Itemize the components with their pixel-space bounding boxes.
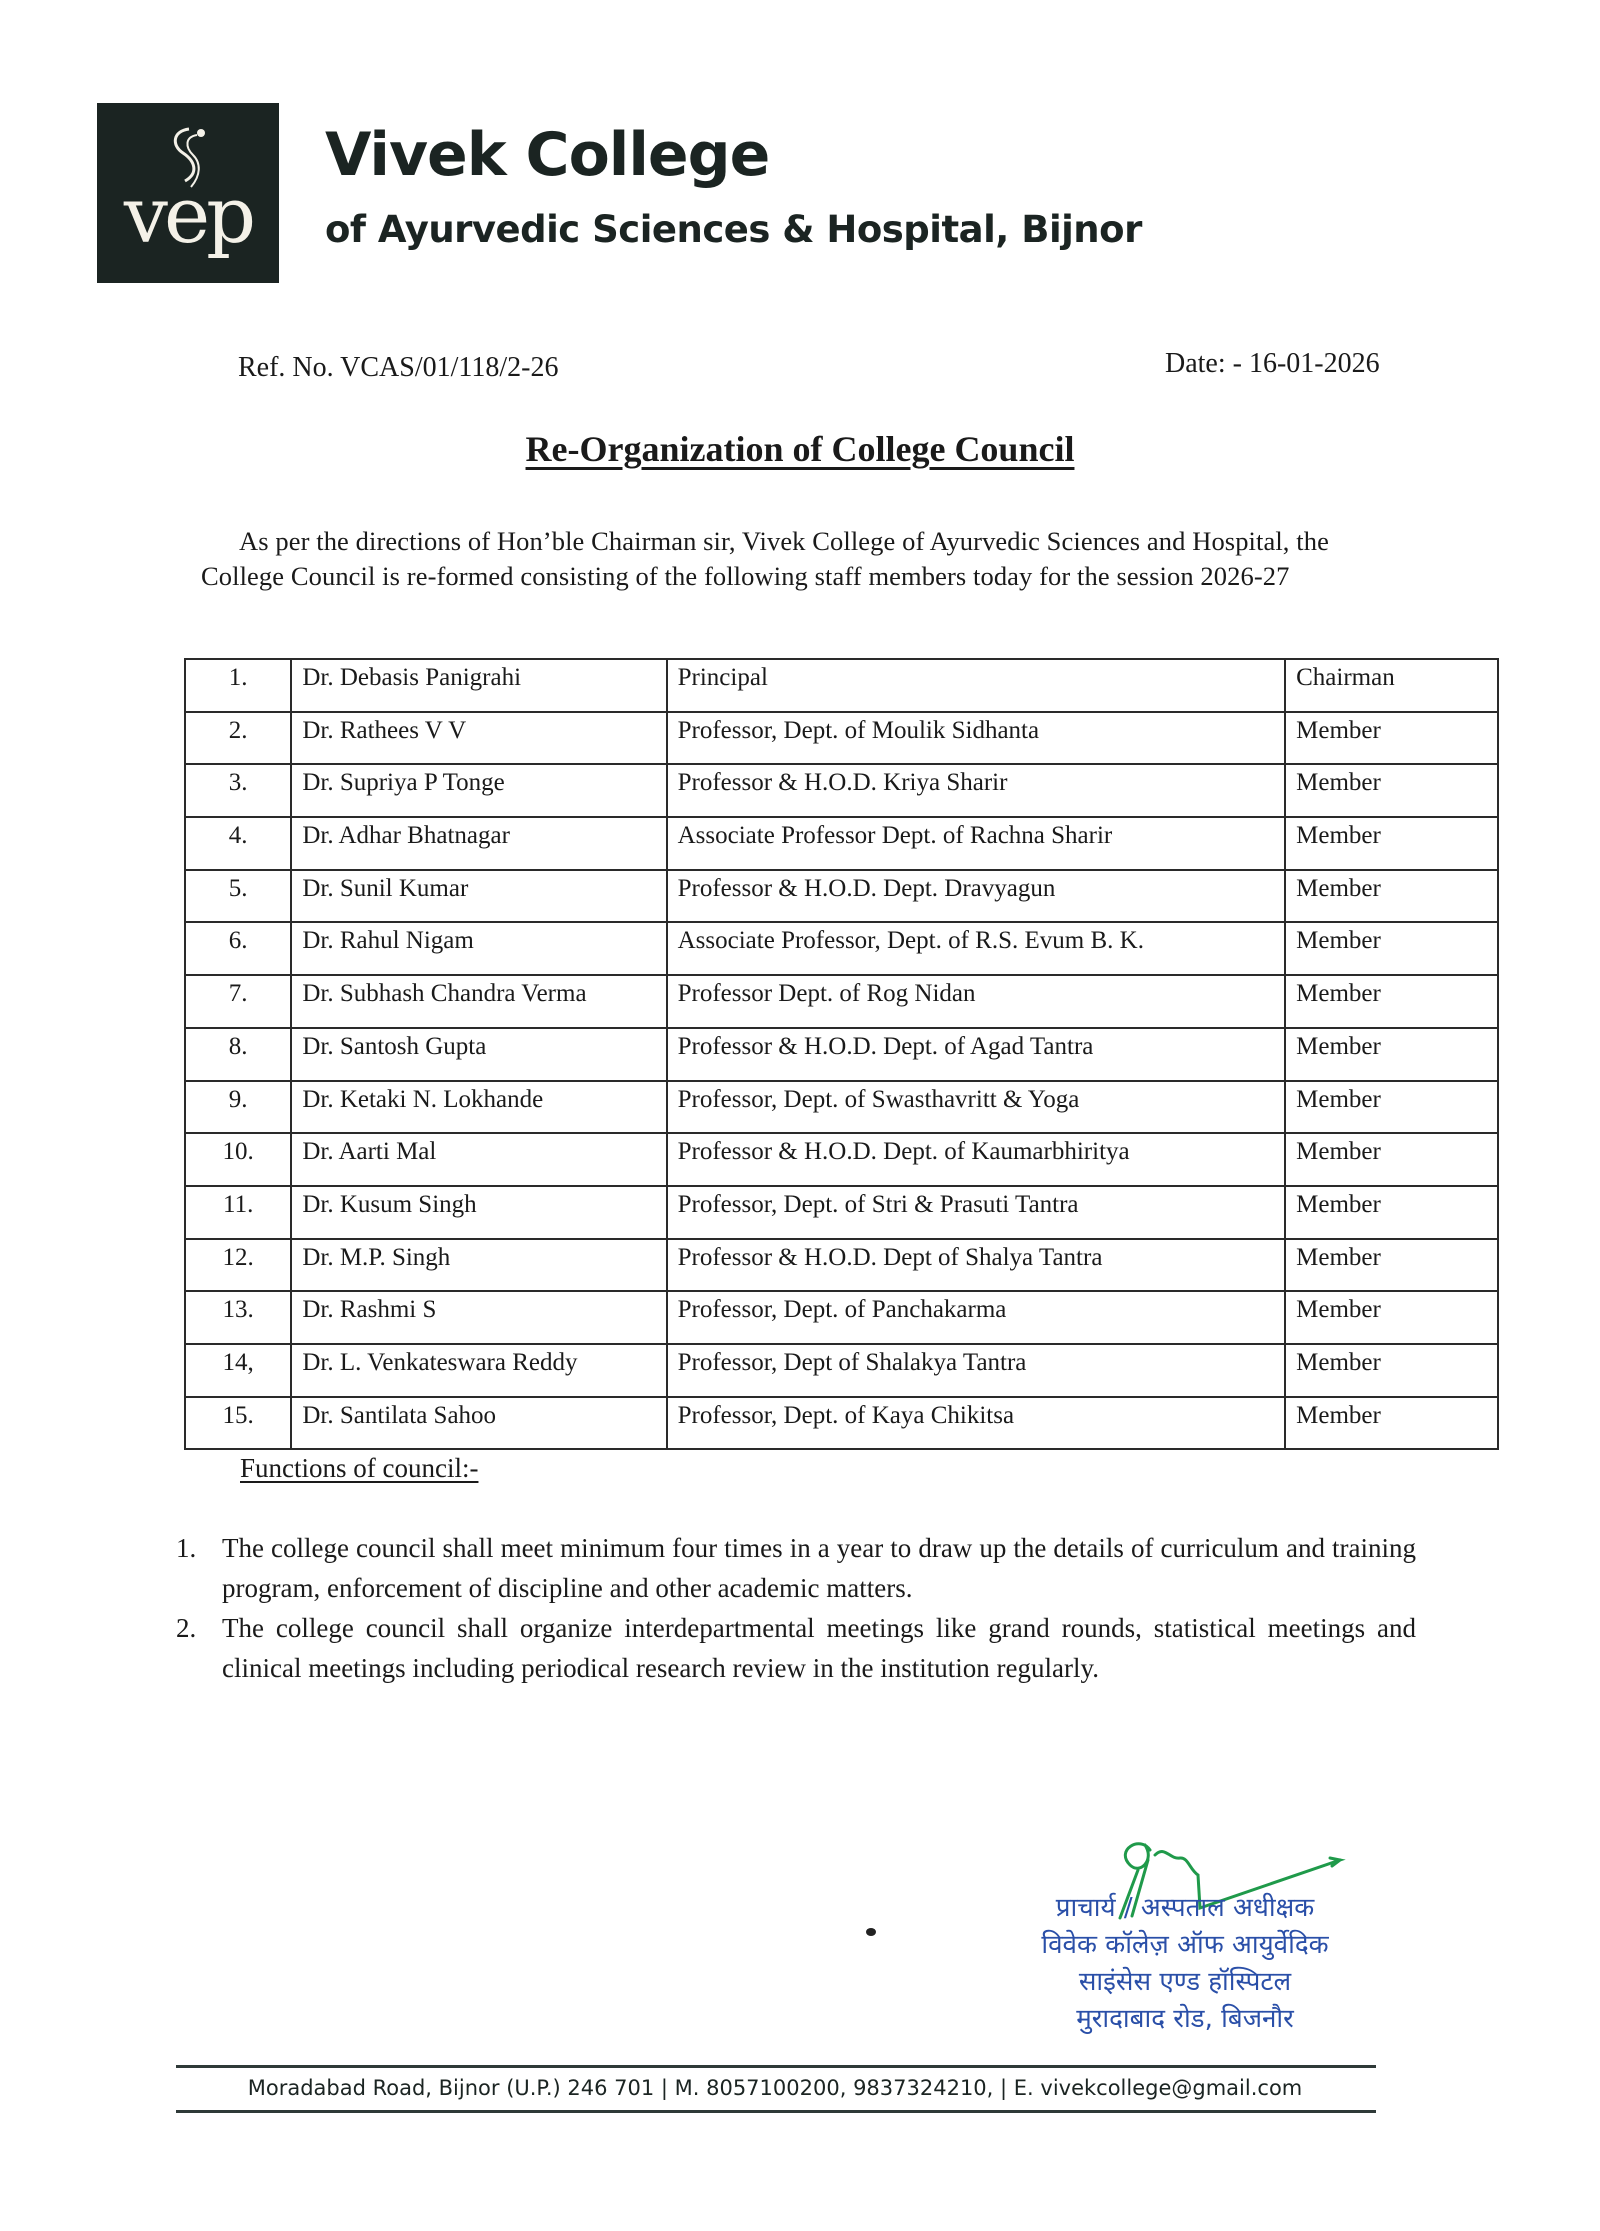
table-row <box>185 1344 1498 1397</box>
footer-contact: Moradabad Road, Bijnor (U.P.) 246 701 | M. 8057100200, 9837324210, | E. vivekcollege@gmail.com <box>247 2076 1303 2100</box>
member-name-cell: Dr. M.P. Singh <box>291 1239 666 1292</box>
designation-cell: Professor, Dept of Shalakya Tantra <box>667 1344 1286 1397</box>
council-role-cell: Member <box>1285 1028 1498 1081</box>
designation-cell: Professor & H.O.D. Dept. Dravyagun <box>667 870 1286 923</box>
serial-number-cell: 2. <box>185 712 291 765</box>
serial-number-cell: 12. <box>185 1239 291 1292</box>
council-role-cell: Member <box>1285 712 1498 765</box>
council-role-cell: Member <box>1285 1133 1498 1186</box>
serial-number-cell: 4. <box>185 817 291 870</box>
council-role-cell: Member <box>1285 1397 1498 1450</box>
council-role-cell: Member <box>1285 1186 1498 1239</box>
function-number: 2. <box>176 1613 197 1643</box>
member-name-cell: Dr. Debasis Panigrahi <box>291 659 666 712</box>
document-title-text: Re-Organization of College Council <box>525 429 1075 469</box>
member-name-cell: Dr. Rathees V V <box>291 712 666 765</box>
table-row <box>185 1186 1498 1239</box>
council-role-cell: Member <box>1285 1239 1498 1292</box>
member-name-cell: Dr. Adhar Bhatnagar <box>291 817 666 870</box>
member-name-cell: Dr. Subhash Chandra Verma <box>291 975 666 1028</box>
reference-number: Ref. No. VCAS/01/118/2-26 <box>238 352 559 383</box>
designation-cell: Principal <box>667 659 1286 712</box>
college-name: Vivek College <box>325 120 770 190</box>
document-date: Date: - 16-01-2026 <box>1165 348 1380 379</box>
college-subtitle: of Ayurvedic Sciences & Hospital, Bijnor <box>325 208 1142 251</box>
serial-number-cell: 3. <box>185 764 291 817</box>
designation-cell: Professor Dept. of Rog Nidan <box>667 975 1286 1028</box>
table-row <box>185 1081 1498 1134</box>
functions-heading: Functions of council:- <box>240 1453 479 1483</box>
council-role-cell: Member <box>1285 1291 1498 1344</box>
table-row <box>185 1028 1498 1081</box>
serial-number-cell: 6. <box>185 922 291 975</box>
table-row <box>185 1239 1498 1292</box>
stamp-line: साइंसेस एण्ड हॉस्पिटल <box>1078 1967 1292 1997</box>
council-members-table <box>184 658 1499 1450</box>
intro-paragraph: As per the directions of Hon’ble Chairman sir, Vivek College of Ayurvedic Sciences and Hospital, the College Council is re-formed consisting of the following staff members today for the session 2026-27 <box>201 526 1329 591</box>
footer-divider-top <box>176 2065 1376 2068</box>
council-role-cell: Member <box>1285 1081 1498 1134</box>
serial-number-cell: 1. <box>185 659 291 712</box>
designation-cell: Professor & H.O.D. Kriya Sharir <box>667 764 1286 817</box>
table-row <box>185 1397 1498 1450</box>
council-role-cell: Member <box>1285 975 1498 1028</box>
member-name-cell: Dr. Santosh Gupta <box>291 1028 666 1081</box>
document-title <box>0 428 1600 470</box>
table-row <box>185 1133 1498 1186</box>
serial-number-cell: 7. <box>185 975 291 1028</box>
serial-number-cell: 15. <box>185 1397 291 1450</box>
council-role-cell: Member <box>1285 1344 1498 1397</box>
ink-mark <box>866 1928 876 1936</box>
designation-cell: Professor & H.O.D. Dept. of Kaumarbhiritya <box>667 1133 1286 1186</box>
table-row <box>185 870 1498 923</box>
function-item <box>176 1608 1416 1688</box>
stamp-line: मुरादाबाद रोड, बिजनौर <box>1076 2004 1294 2034</box>
member-name-cell: Dr. L. Venkateswara Reddy <box>291 1344 666 1397</box>
official-stamp <box>975 1890 1395 2038</box>
function-text: The college council shall meet minimum four times in a year to draw up the details of curriculum and training program, enforcement of discipline and other academic matters. <box>222 1533 1416 1603</box>
functions-list <box>176 1528 1416 1688</box>
table-row <box>185 712 1498 765</box>
function-number: 1. <box>176 1533 197 1563</box>
table-row <box>185 817 1498 870</box>
member-name-cell: Dr. Sunil Kumar <box>291 870 666 923</box>
designation-cell: Associate Professor Dept. of Rachna Sharir <box>667 817 1286 870</box>
designation-cell: Professor, Dept. of Moulik Sidhanta <box>667 712 1286 765</box>
serial-number-cell: 8. <box>185 1028 291 1081</box>
designation-cell: Professor, Dept. of Swasthavritt & Yoga <box>667 1081 1286 1134</box>
designation-cell: Professor & H.O.D. Dept of Shalya Tantra <box>667 1239 1286 1292</box>
serial-number-cell: 11. <box>185 1186 291 1239</box>
footer-divider-bottom <box>176 2110 1376 2113</box>
stamp-line: विवेक कॉलेज़ ऑफ आयुर्वेदिक <box>1041 1930 1329 1960</box>
member-name-cell: Dr. Ketaki N. Lokhande <box>291 1081 666 1134</box>
function-item <box>176 1528 1416 1608</box>
member-name-cell: Dr. Supriya P Tonge <box>291 764 666 817</box>
table-row <box>185 922 1498 975</box>
council-role-cell: Member <box>1285 922 1498 975</box>
designation-cell: Professor & H.O.D. Dept. of Agad Tantra <box>667 1028 1286 1081</box>
function-text: The college council shall organize interdepartmental meetings like grand rounds, statistical meetings and clinical meetings including periodical research review in the institution regularly. <box>222 1613 1416 1683</box>
serial-number-cell: 10. <box>185 1133 291 1186</box>
member-name-cell: Dr. Rahul Nigam <box>291 922 666 975</box>
member-name-cell: Dr. Kusum Singh <box>291 1186 666 1239</box>
member-name-cell: Dr. Aarti Mal <box>291 1133 666 1186</box>
stamp-line: प्राचार्य / अस्पताल अधीक्षक <box>1055 1893 1315 1923</box>
college-logo <box>97 103 279 283</box>
designation-cell: Professor, Dept. of Panchakarma <box>667 1291 1286 1344</box>
designation-cell: Professor, Dept. of Stri & Prasuti Tantra <box>667 1186 1286 1239</box>
table-row <box>185 764 1498 817</box>
serial-number-cell: 9. <box>185 1081 291 1134</box>
designation-cell: Professor, Dept. of Kaya Chikitsa <box>667 1397 1286 1450</box>
designation-cell: Associate Professor, Dept. of R.S. Evum B. K. <box>667 922 1286 975</box>
council-role-cell: Member <box>1285 870 1498 923</box>
serial-number-cell: 13. <box>185 1291 291 1344</box>
council-role-cell: Member <box>1285 764 1498 817</box>
serial-number-cell: 5. <box>185 870 291 923</box>
council-role-cell: Chairman <box>1285 659 1498 712</box>
table-row <box>185 659 1498 712</box>
member-name-cell: Dr. Rashmi S <box>291 1291 666 1344</box>
member-name-cell: Dr. Santilata Sahoo <box>291 1397 666 1450</box>
logo-text: vep <box>123 171 253 261</box>
council-role-cell: Member <box>1285 817 1498 870</box>
serial-number-cell: 14, <box>185 1344 291 1397</box>
table-row <box>185 1291 1498 1344</box>
table-row <box>185 975 1498 1028</box>
